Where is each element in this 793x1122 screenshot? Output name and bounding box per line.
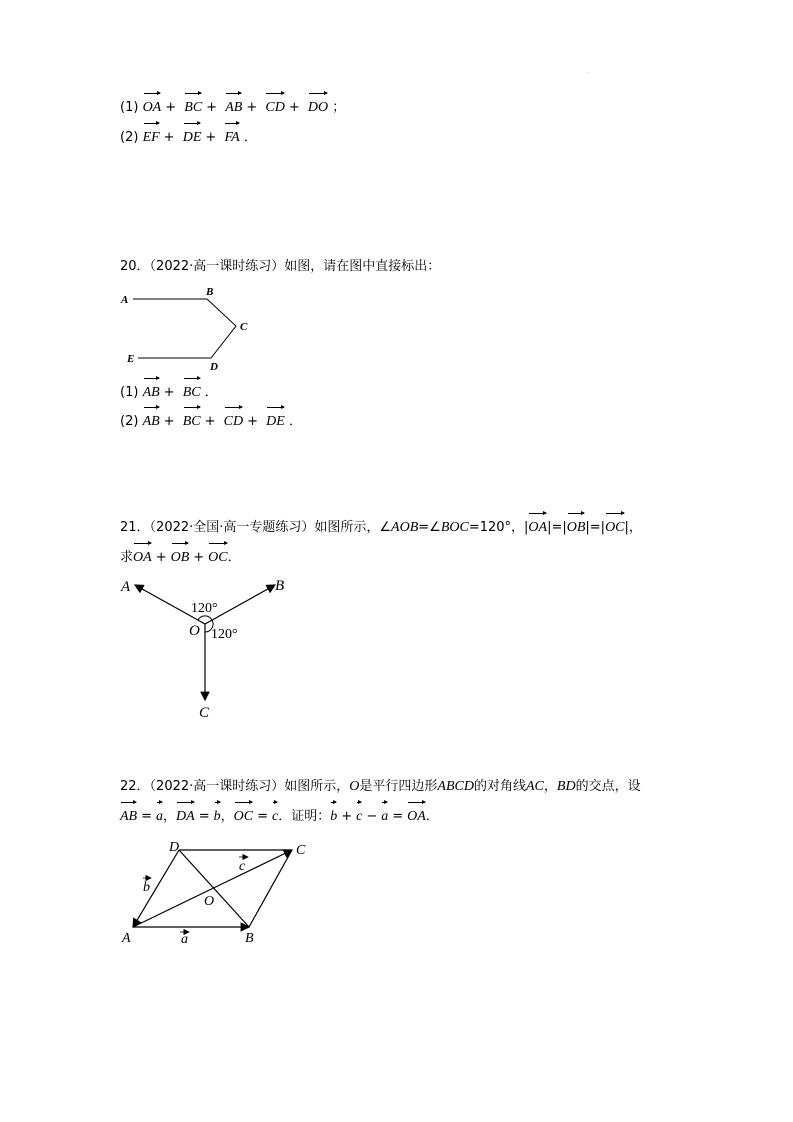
vector-term: AB: [120, 808, 137, 826]
vector-term: DE: [183, 129, 202, 147]
q22-text: ，: [543, 779, 557, 794]
q21-figure: [112, 570, 302, 725]
q21-angle-aob: AOB: [391, 520, 419, 535]
q21-text: 21．（2022·全国·高一专题练习）如图所示，∠: [120, 520, 392, 535]
q22-label-D: D: [169, 840, 180, 855]
q21-text: |，: [624, 520, 642, 535]
vector-term: BC: [183, 384, 201, 402]
q20-path: [133, 299, 236, 358]
q22-label-a: a: [181, 932, 188, 947]
q22-line2: AB = a， DA = b， OC = c．证明： b + c − a = OA．: [120, 808, 439, 826]
vector-term: DE: [266, 413, 285, 431]
q21-label-C: C: [199, 705, 210, 721]
q20-label-B: B: [206, 286, 214, 298]
vector-term: c: [272, 808, 278, 826]
vector-term: OA: [133, 549, 152, 567]
q22-text: 22．（2022·高一课时练习）如图所示，: [120, 779, 350, 794]
q22-text: 是平行四边形: [359, 779, 438, 794]
vector-term: AB: [225, 99, 242, 117]
q20-label-D: D: [210, 361, 218, 373]
q21-text: |=|: [547, 520, 567, 535]
q20-heading: 20．（2022·高一课时练习）如图，请在图中直接标出：: [120, 259, 441, 274]
q22-parallelogram-name: ABCD: [437, 779, 474, 794]
q20-part2: (2) AB + BC + CD + DE ．: [120, 413, 302, 431]
q19-part1: (1) OA + BC + AB + CD + DO ；: [120, 99, 345, 117]
q22-label-O: O: [204, 894, 215, 909]
q21-angle-label-2: 120°: [211, 627, 238, 642]
q21-heading: [120, 519, 642, 537]
q20-p2-end: ．: [288, 414, 302, 429]
q21-angle-boc: BOC: [440, 520, 469, 535]
q20-label-A: A: [121, 294, 129, 306]
q21-label-O: O: [189, 623, 200, 639]
vector-term: CD: [265, 99, 284, 117]
vector-term: FA: [224, 129, 239, 147]
q22-label-C: C: [296, 843, 306, 858]
vector-term: c: [356, 808, 362, 826]
vector-term: AB: [143, 413, 160, 431]
vector-term: CD: [224, 413, 243, 431]
q19-p2-label: (2): [120, 130, 139, 145]
q21-label-A: A: [121, 579, 131, 595]
q20-p2-label: (2): [120, 414, 139, 429]
q19-p2-end: ．: [243, 130, 257, 145]
q22-text: 的对角线: [473, 779, 526, 794]
vector-term: b: [330, 808, 337, 826]
q22-heading: [120, 778, 641, 796]
q22-text: ．证明：: [278, 809, 331, 824]
q20-figure: [115, 282, 260, 374]
q19-part2: (2) EF + DE + FA ．: [120, 129, 257, 147]
q20-part1: (1) AB + BC ．: [120, 384, 218, 402]
q22-point-o: O: [349, 779, 360, 794]
q22-text: 的交点，设: [575, 779, 641, 794]
vector-term: OA: [407, 808, 426, 826]
vector-term: a: [156, 808, 163, 826]
vector-term: OA: [143, 99, 162, 117]
q22-label-c: c: [239, 859, 246, 874]
page-mark: ·: [587, 70, 589, 77]
vector-term: OA: [528, 519, 547, 537]
q22-label-B: B: [245, 931, 254, 946]
q22-side-bc: [249, 850, 292, 927]
vector-term: OB: [171, 549, 190, 567]
q20-p1-label: (1): [120, 385, 139, 400]
q22-label-A: A: [122, 931, 131, 946]
q21-line2: 求 OA + OB + OC．: [120, 549, 241, 567]
vector-term: a: [381, 808, 388, 826]
q22-diag-ac: AC: [525, 779, 544, 794]
q19-p1-label: (1): [120, 100, 139, 115]
vector-term: DO: [308, 99, 328, 117]
vector-term: AB: [143, 384, 160, 402]
q22-text: ．: [425, 809, 439, 824]
vector-term: OB: [567, 519, 586, 537]
q21-text: |=|: [585, 520, 606, 535]
vector-term: OC: [605, 519, 624, 537]
q21-text: ．: [227, 550, 241, 565]
q22-diag-bd: BD: [556, 779, 576, 794]
q20-p1-end: ．: [204, 385, 218, 400]
q21-angle-label-1: 120°: [191, 601, 218, 616]
q20-label-C: C: [240, 321, 248, 333]
q21-label-B: B: [275, 578, 285, 594]
vector-term: BC: [184, 99, 202, 117]
q21-text: =120°，|: [468, 520, 529, 535]
q22-vector-oc: [213, 850, 293, 889]
q21-text: 求: [120, 550, 134, 565]
vector-term: b: [214, 808, 221, 826]
q22-label-b: b: [143, 880, 150, 895]
q22-figure: [115, 835, 325, 950]
q20-label-E: E: [127, 353, 135, 365]
q19-p1-end: ；: [332, 100, 346, 115]
vector-term: BC: [183, 413, 201, 431]
vector-term: OC: [234, 808, 253, 826]
vector-term: DA: [176, 808, 195, 826]
vector-term: OC: [208, 549, 227, 567]
vector-term: EF: [143, 129, 160, 147]
q21-text: =∠: [418, 520, 441, 535]
